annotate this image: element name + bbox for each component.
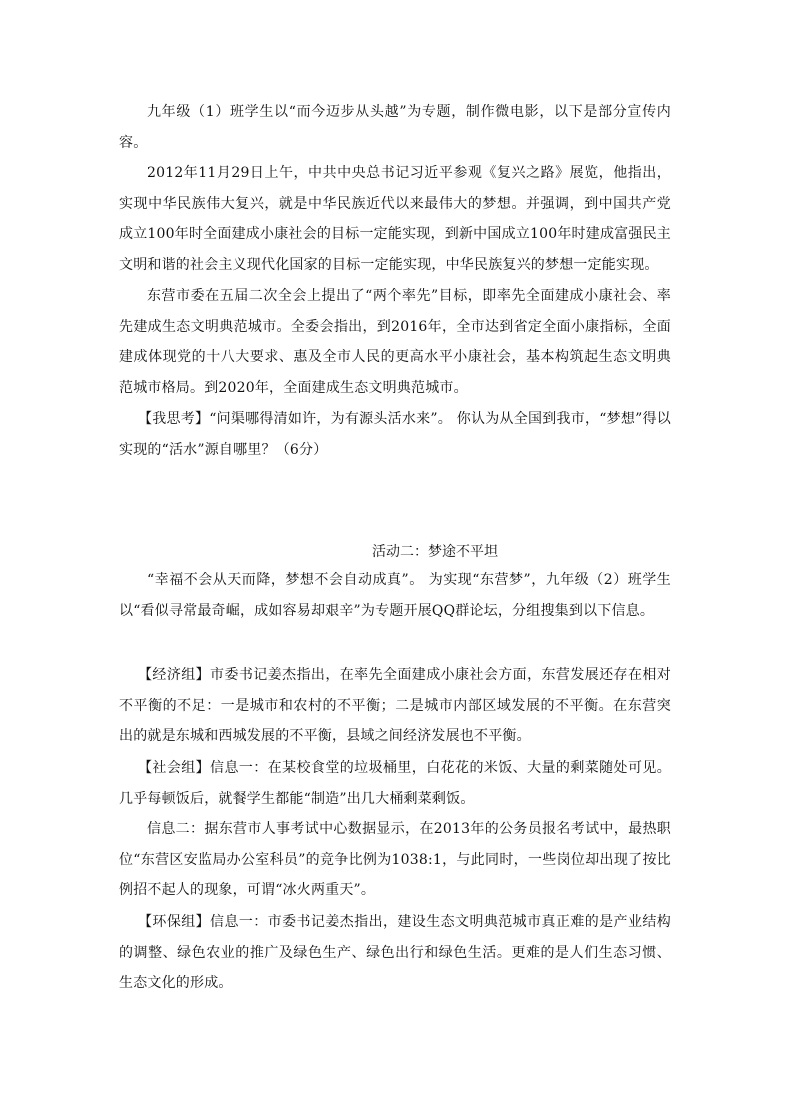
society-group-info-1: 【社会组】信息一：在某校食堂的垃圾桶里，白花花的米饭、大量的剩菜随处可见。几乎每顿饭后，就餐学生都能“制造”出几大桶剩菜剩饭。 [119,760,671,807]
paragraph-dongying-goals: 东营市委在五届二次全会上提出了“两个率先”目标，即率先全面建成小康社会、率先建成生态文明典范城市。全委会指出，到2016年，全市达到省定全面小康指标，全面建成体现党的十八大要求、惠及全市人民的更高水平小康社会，基本构筑起生态文明典范城市格局。到2020年，全面建成生态文明典范城市。 [119,288,671,396]
activity1-intro: 九年级（1）班学生以“而今迈步从头越”为专题，制作微电影，以下是部分宣传内容。 [119,104,671,151]
society-group-info-2: 信息二：据东营市人事考试中心数据显示，在2013年的公务员报名考试中，最热职位“东营区安监局办公室科员”的竞争比例为1038:1，与此同时，一些岗位却出现了按比例招不起人的现象，可谓“冰火两重天”。 [119,821,671,898]
paragraph-2012-speech: 2012年11月29日上午，中共中央总书记习近平参观《复兴之路》展览，他指出，实现中华民族伟大复兴，就是中华民族近代以来最伟大的梦想。并强调，到中国共产党成立100年时全面建成小康社会的目标一定能实现，到新中国成立100年时建成富强民主文明和谐的社会主义现代化国家的目标一定能实现，中华民族复兴的梦想一定能实现。 [119,165,671,273]
question-think: 【我思考】“问渠哪得清如许，为有源头活水来”。 你认为从全国到我市，“梦想”得以实现的“活水”源自哪里？（6分） [119,411,671,458]
economy-group-info: 【经济组】市委书记姜杰指出，在率先全面建成小康社会方面，东营发展还存在相对不平衡的不足：一是城市和农村的不平衡；二是城市内部区域发展的不平衡。在东营突出的就是东城和西城发展的不平衡，县域之间经济发展也不平衡。 [119,667,671,744]
activity2-title: 活动二：梦途不平坦 [372,544,498,560]
environment-group-info-1: 【环保组】信息一：市委书记姜杰指出，建设生态文明典范城市真正难的是产业结构的调整、绿色农业的推广及绿色生产、绿色出行和绿色生活。更难的是人们生态习惯、生态文化的形成。 [119,914,671,991]
activity2-intro: “幸福不会从天而降，梦想不会自动成真”。 为实现“东营梦”，九年级（2）班学生以“看似寻常最奇崛，成如容易却艰辛”为专题开展QQ群论坛，分组搜集到以下信息。 [119,572,671,619]
